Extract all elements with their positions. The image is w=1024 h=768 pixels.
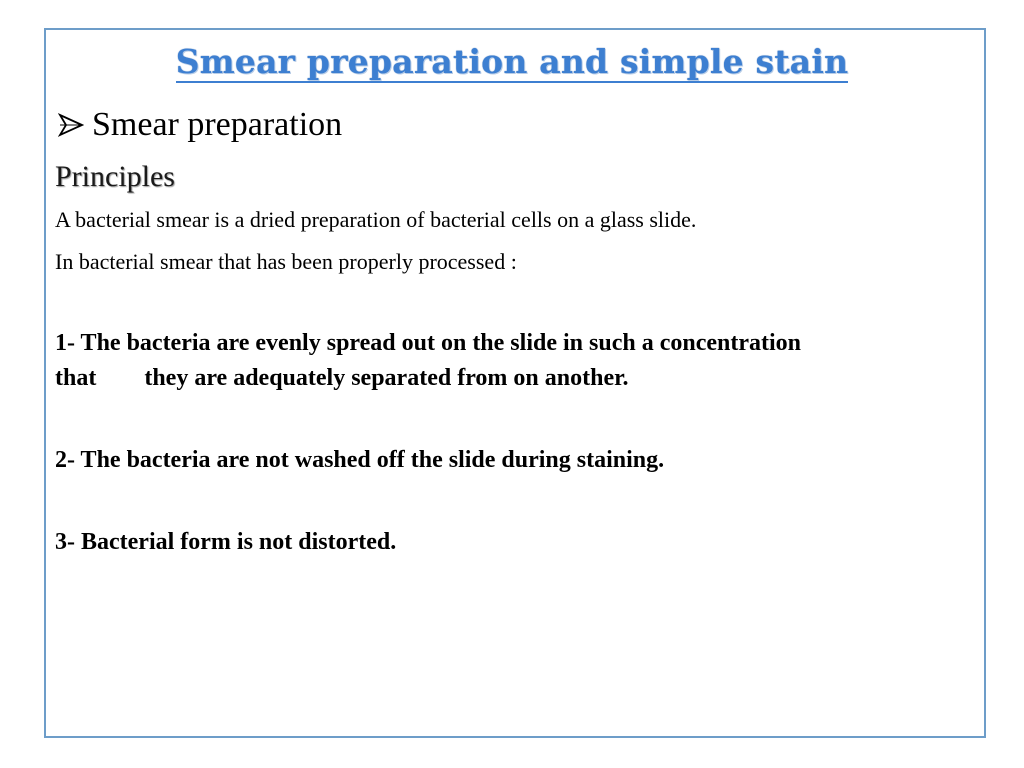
intro-text: In bacterial smear that has been properly processed : xyxy=(55,249,517,274)
slide-title xyxy=(0,40,1024,84)
point-1-line-2-end: they are adequately separated from on another. xyxy=(144,365,629,391)
section-heading: Principles xyxy=(55,160,175,193)
bullet-item xyxy=(58,103,342,147)
bullet-text: Smear preparation xyxy=(92,106,343,143)
point-1-line-1: 1- The bacteria are evenly spread out on the slide in such a concentration xyxy=(55,330,801,356)
point-1-line-2 xyxy=(55,361,955,396)
definition-text: A bacterial smear is a dried preparation of bacterial cells on a glass slide. xyxy=(55,207,697,232)
point-2: 2- The bacteria are not washed off the slide during staining. xyxy=(55,447,665,473)
slide-title-text: Smear preparation and simple stain xyxy=(175,42,849,81)
arrow-bullet-icon xyxy=(58,113,84,137)
point-1-line-2-start: that xyxy=(55,365,97,391)
point-3: 3- Bacterial form is not distorted. xyxy=(55,529,397,555)
point-1 xyxy=(55,326,955,396)
